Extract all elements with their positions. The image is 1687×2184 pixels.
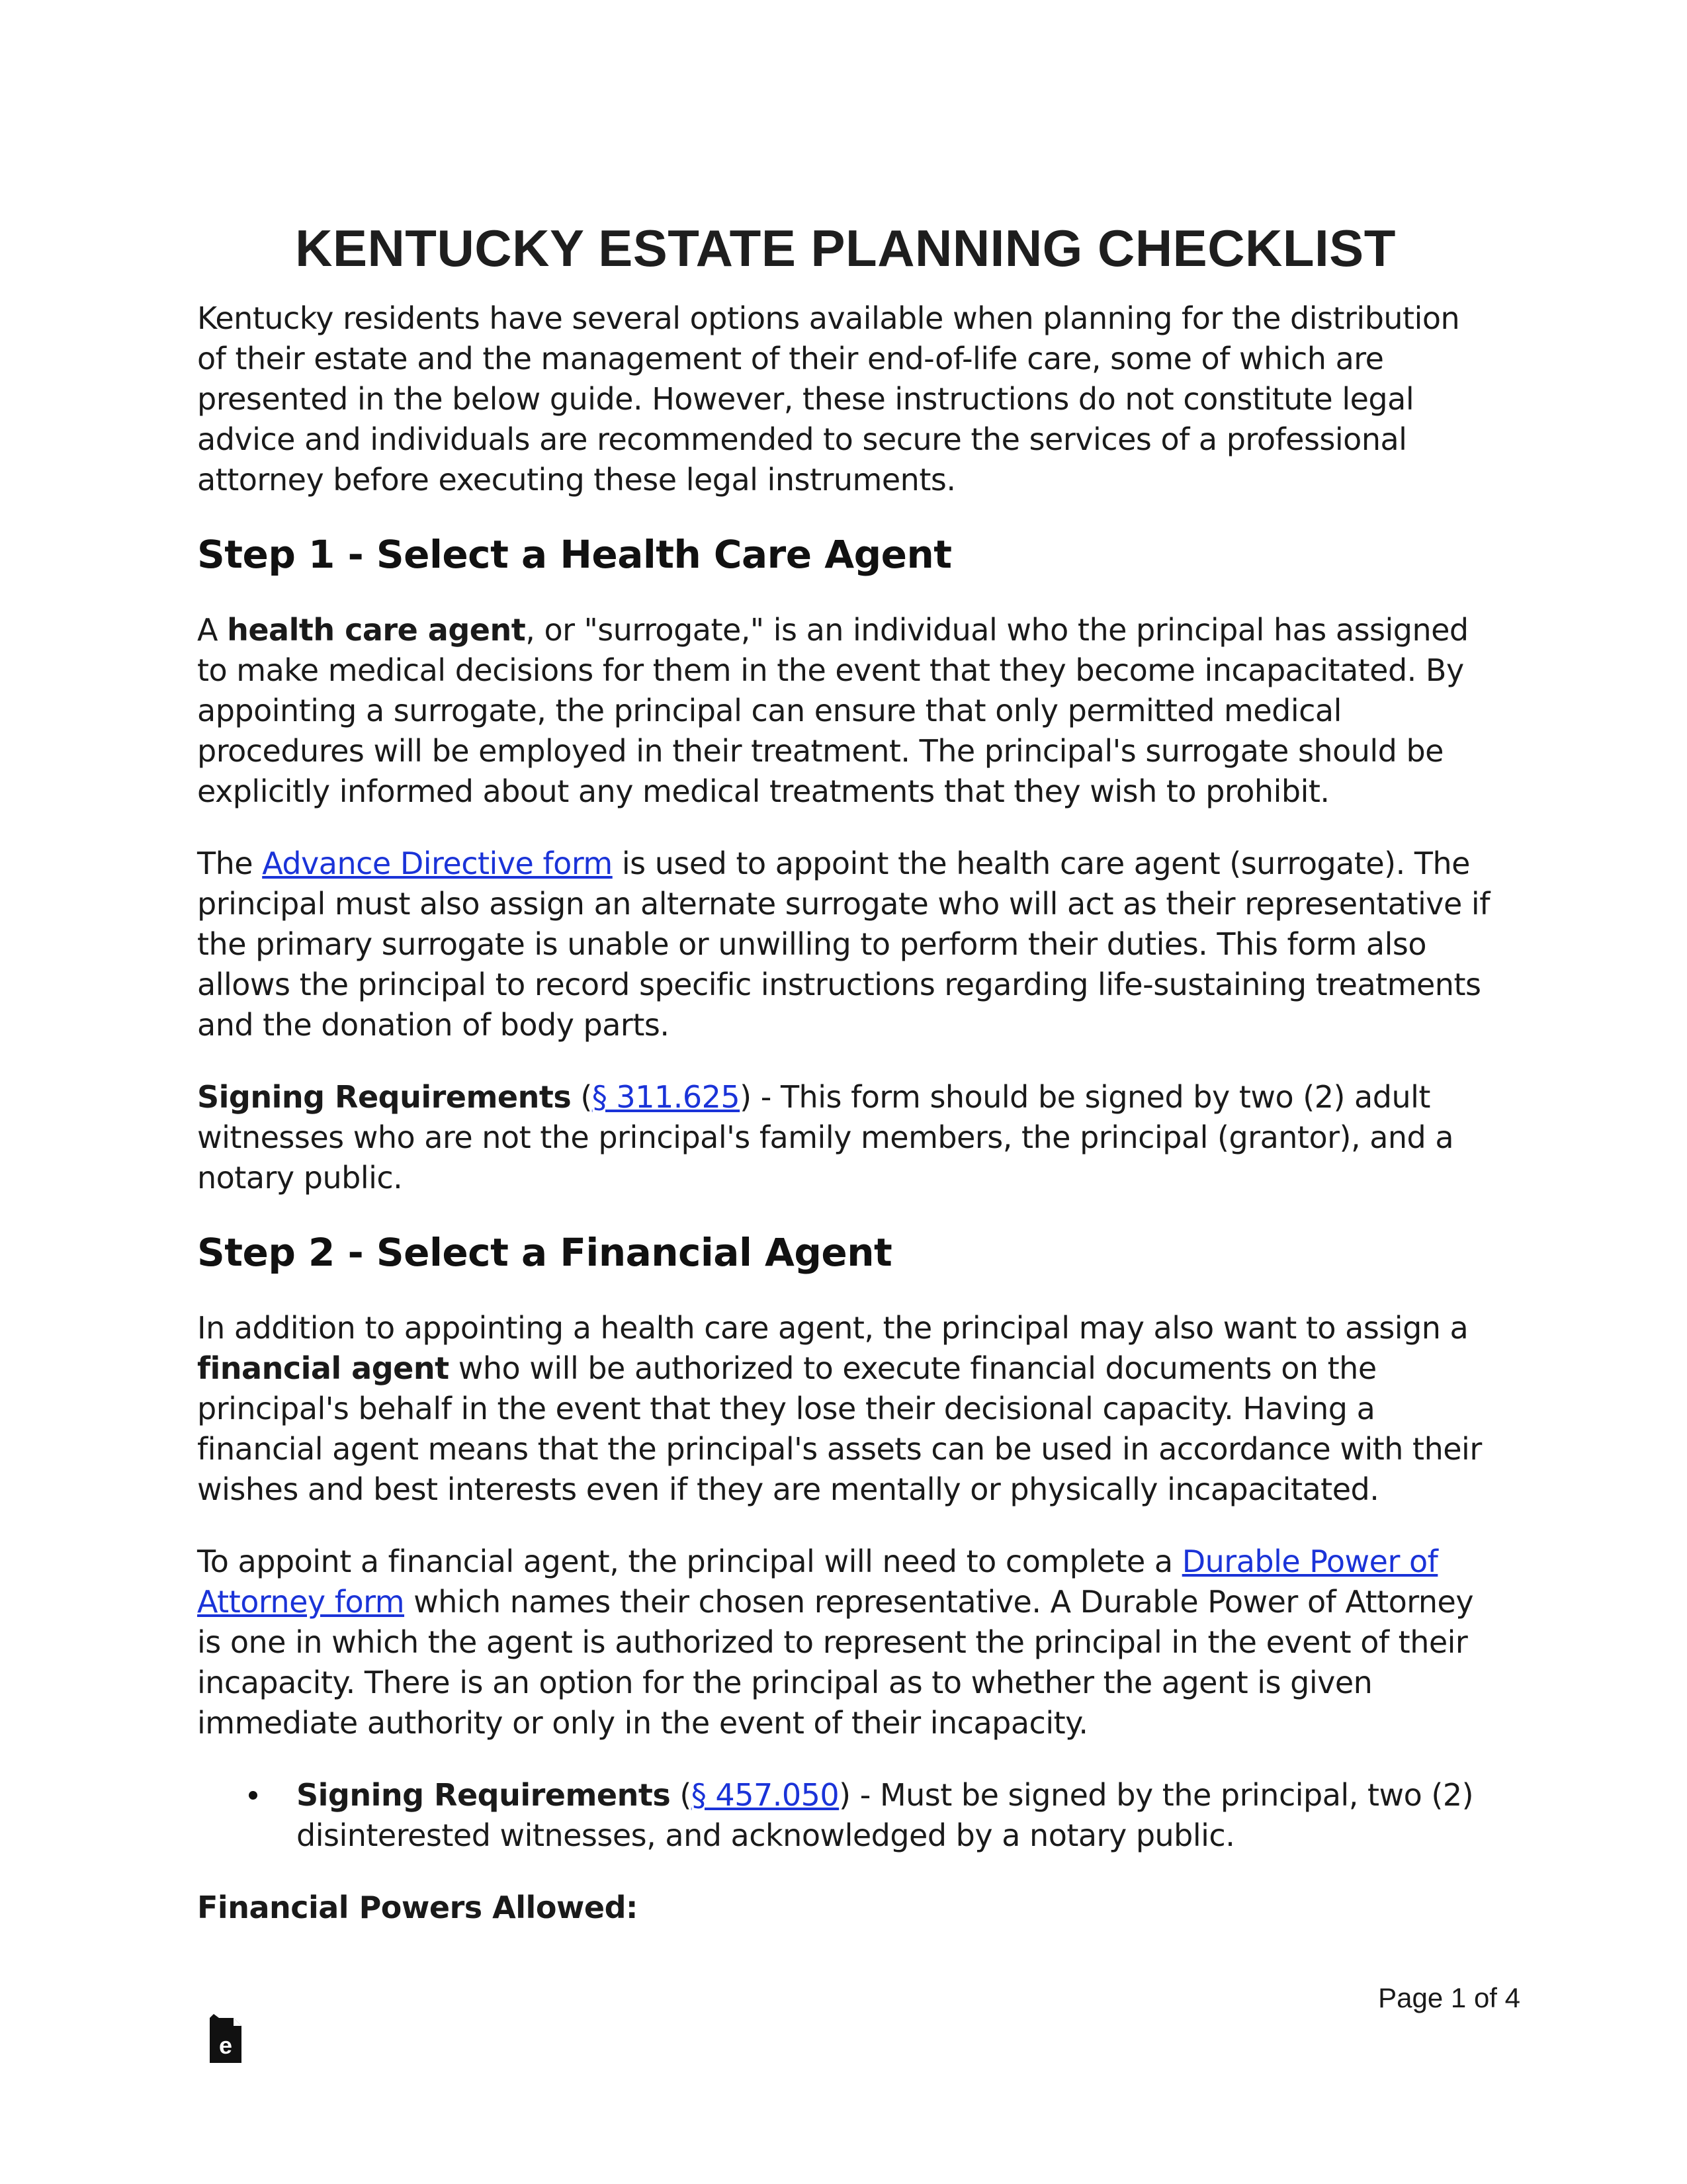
step1-signing-requirements (197, 1077, 1494, 1198)
durable-power-of-attorney-link[interactable]: Durable Power of Attorney form (197, 1544, 1438, 1620)
health-care-agent-term: health care agent (227, 612, 526, 648)
step2-heading: Step 2 - Select a Financial Agent (197, 1230, 892, 1275)
text-segment: , or "surrogate," is an individual who the principal has assigned to make medical decisions for them in the event that they become incapacitated. By appointing a surrogate, the principal can ensure that only permitted medical procedures will be employed in their treatment. The principal's surrogate should be explicitly informed about any medical treatments that they wish to prohibit. (197, 612, 1469, 809)
financial-powers-label: Financial Powers Allowed: (197, 1890, 638, 1925)
list-item (197, 1775, 1494, 1856)
text-segment: To appoint a financial agent, the principal will need to complete a (197, 1544, 1182, 1579)
page-title: KENTUCKY ESTATE PLANNING CHECKLIST (295, 219, 1396, 277)
svg-text:e: e (218, 2032, 233, 2059)
page-number: Page 1 of 4 (1378, 1982, 1520, 2013)
financial-powers-heading (197, 1888, 1494, 1928)
text-segment: is used to appoint the health care agent (surrogate). The principal must also assign an alternate surrogate who will act as their representative if the primary surrogate is unable or unwilling to perform their duties. This form also allows the principal to record specific instructions regarding life-sustaining treatments and the donation of body parts. (197, 846, 1490, 1043)
advance-directive-link[interactable]: Advance Directive form (262, 846, 613, 881)
text-segment: A (197, 612, 228, 648)
statute-457-050-link[interactable]: § 457.050 (691, 1777, 840, 1813)
text-segment: In addition to appointing a health care agent, the principal may also want to assign a (197, 1310, 1469, 1346)
text-segment: ) - Must be signed by the principal, two (2) disinterested witnesses, and acknowledged by a notary public. (296, 1777, 1474, 1853)
step1-paragraph-1 (197, 610, 1494, 812)
text-segment: which names their chosen representative. A Durable Power of Attorney is one in which the agent is authorized to represent the principal in the event of their incapacity. There is an option for the principal as to whether the agent is given immediate authority or only in the event of their incapacity. (197, 1584, 1474, 1741)
eforms-logo-icon (207, 2013, 244, 2066)
text-segment: ( (571, 1079, 592, 1115)
financial-agent-term: financial agent (197, 1350, 449, 1386)
step1-heading: Step 1 - Select a Health Care Agent (197, 532, 952, 577)
step2-bullet-list (197, 1775, 1494, 1856)
step2-paragraph-1 (197, 1308, 1494, 1510)
text-segment: ) - This form should be signed by two (2) adult witnesses who are not the principal's family members, the principal (grantor), and a notary public. (197, 1079, 1454, 1196)
document-page (197, 218, 1494, 1960)
text-segment: ( (670, 1777, 691, 1813)
bullet-icon (249, 1791, 257, 1800)
signing-requirements-label: Signing Requirements (296, 1777, 671, 1813)
intro-paragraph: Kentucky residents have several options available when planning for the distribution of their estate and the management of their end-of-life care, some of which are presented in the below guide. However, these instructions do not constitute legal advice and individuals are recommended to secure the services of a professional attorney before executing these legal instruments. (197, 300, 1460, 498)
step2-paragraph-2 (197, 1542, 1494, 1743)
text-segment: who will be authorized to execute financial documents on the principal's behalf in the event that they lose their decisional capacity. Having a financial agent means that the principal's assets can be used in accordance with their wishes and best interests even if they are mentally or physically incapacitated. (197, 1350, 1482, 1507)
statute-311-625-link[interactable]: § 311.625 (591, 1079, 740, 1115)
step1-paragraph-2 (197, 844, 1494, 1045)
text-segment: The (197, 846, 263, 881)
signing-requirements-label: Signing Requirements (197, 1079, 572, 1115)
